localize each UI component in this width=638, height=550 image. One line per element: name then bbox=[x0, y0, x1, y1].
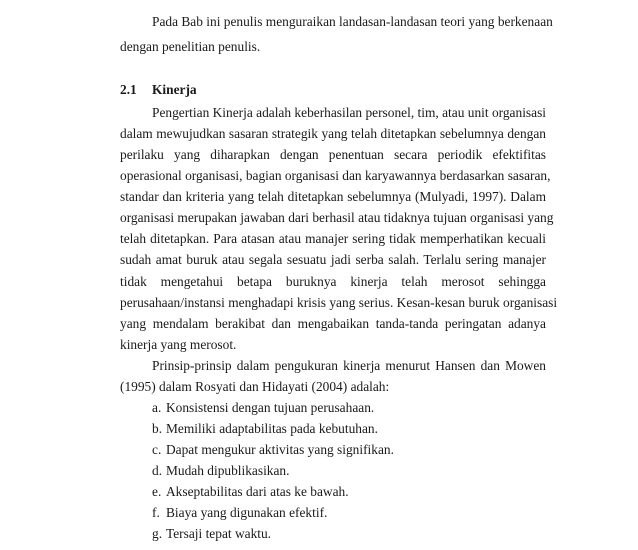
section-number: 2.1 bbox=[120, 82, 137, 97]
list-item-letter: e. bbox=[152, 484, 162, 499]
list-item-text: Mudah dipublikasikan. bbox=[166, 463, 290, 478]
list-item bbox=[152, 482, 349, 502]
list-item-text: Dapat mengukur aktivitas yang signifikan. bbox=[166, 442, 394, 457]
intro-line: Pada Bab ini penulis menguraikan landasan-landasan teori yang berkenaan bbox=[152, 14, 553, 29]
section-heading bbox=[120, 80, 197, 100]
list-item-letter: c. bbox=[152, 442, 162, 457]
paragraph-line: yang mendalam berakibat dan mengabaikan tanda-tanda peringatan adanya bbox=[120, 316, 546, 331]
paragraph-line: sudah amat buruk atau segala sesuatu jadi serba salah. Terlalu sering manajer bbox=[120, 252, 546, 267]
paragraph-line: organisasi merupakan jawaban dari berhasil atau tidaknya tujuan organisasi yang bbox=[120, 210, 554, 225]
section-title: Kinerja bbox=[152, 82, 197, 97]
paragraph-line: Prinsip-prinsip dalam pengukuran kinerja menurut Hansen dan Mowen bbox=[152, 358, 546, 373]
paragraph-line: standar dan kriteria yang telah ditetapkan sebelumnya (Mulyadi, 1997). Dalam bbox=[120, 189, 546, 204]
paragraph-line: perusahaan/instansi menghadapi krisis yang serius. Kesan-kesan buruk organisasi bbox=[120, 295, 558, 310]
list-item-letter: b. bbox=[152, 421, 163, 436]
list-item-text: Tersaji tepat waktu. bbox=[166, 526, 272, 541]
list-item-text: Konsistensi dengan tujuan perusahaan. bbox=[166, 400, 375, 415]
list-item bbox=[152, 398, 374, 418]
intro-line: dengan penelitian penulis. bbox=[120, 39, 261, 54]
list-item-text: Akseptabilitas dari atas ke bawah. bbox=[166, 484, 349, 499]
list-item bbox=[152, 503, 327, 523]
list-item-text: Biaya yang digunakan efektif. bbox=[166, 505, 328, 520]
paragraph-line: operasional organisasi, bagian organisasi dan karyawannya berdasarkan sasaran, bbox=[120, 168, 551, 183]
list-item-letter: d. bbox=[152, 463, 163, 478]
paragraph-line: Pengertian Kinerja adalah keberhasilan personel, tim, atau unit organisasi bbox=[152, 105, 546, 120]
list-item-text: Memiliki adaptabilitas pada kebutuhan. bbox=[166, 421, 378, 436]
list-item-letter: a. bbox=[152, 400, 162, 415]
list-item-letter: f. bbox=[152, 505, 160, 520]
paragraph-line: (1995) dalam Rosyati dan Hidayati (2004) adalah: bbox=[120, 379, 390, 394]
paragraph-line: dalam mewujudkan sasaran strategik yang telah ditetapkan sebelumnya dengan bbox=[120, 126, 546, 141]
list-item bbox=[152, 419, 378, 439]
list-item-letter: g. bbox=[152, 526, 163, 541]
list-item bbox=[152, 524, 271, 544]
paragraph-line: telah ditetapkan. Para atasan atau manajer sering tidak memperhatikan kecuali bbox=[120, 231, 546, 246]
paragraph-line: perilaku yang diharapkan dengan penentuan secara periodik efektifitas bbox=[120, 147, 546, 162]
paragraph-line: tidak mengetahui betapa buruknya kinerja telah merosot sehingga bbox=[120, 274, 546, 289]
paragraph-line: kinerja yang merosot. bbox=[120, 337, 237, 352]
list-item bbox=[152, 461, 289, 481]
list-item bbox=[152, 440, 394, 460]
